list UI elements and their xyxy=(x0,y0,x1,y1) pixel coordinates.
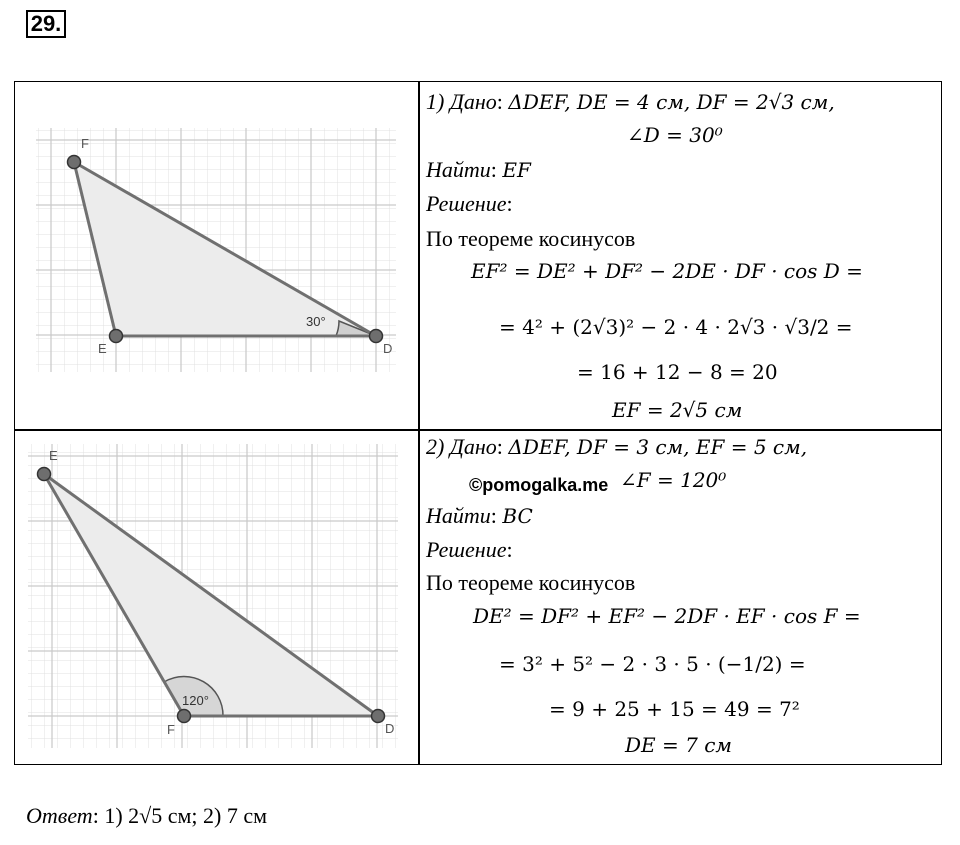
problem-number: 29. xyxy=(26,10,66,38)
part1-given-label: 1) Дано xyxy=(426,89,497,114)
part2-eq3: = 9 + 25 + 15 = 49 = 7² xyxy=(549,697,800,721)
part1-eq4: EF = 2√5 см xyxy=(612,398,743,422)
point-e xyxy=(110,330,123,343)
part1-theorem: По теореме косинусов xyxy=(426,226,636,251)
part2-given-line: 2) Дано: ΔDEF, DF = 3 см, EF = 5 см, xyxy=(426,434,808,459)
point-f xyxy=(68,156,81,169)
part2-theorem: По теореме косинусов xyxy=(426,570,636,595)
part1-eq3: = 16 + 12 − 8 = 20 xyxy=(577,360,778,384)
part2-eq1: DE² = DF² + EF² − 2DF · EF · cos F = xyxy=(473,604,861,628)
part2-find-label: Найти xyxy=(426,503,491,528)
part1-eq2: = 4² + (2√3)² − 2 · 4 · 2√3 · √3/2 = xyxy=(499,315,853,339)
table-horizontal-divider xyxy=(15,429,941,431)
angle-label: 30° xyxy=(306,314,326,329)
part1-eq1: EF² = DE² + DF² − 2DE · DF · cos D = xyxy=(471,259,863,283)
part2-solution-heading: Решение: xyxy=(426,537,513,562)
part2-eq4: DE = 7 см xyxy=(625,733,732,757)
point-e xyxy=(38,468,51,481)
part2-given-label: 2) Дано xyxy=(426,434,497,459)
answer-label: Ответ xyxy=(26,803,93,828)
angle-label: 120° xyxy=(182,693,209,708)
part2-find-line: Найти: BC xyxy=(426,503,533,528)
label-e: E xyxy=(49,448,58,463)
point-f xyxy=(178,710,191,723)
part1-given-line: 1) Дано: ΔDEF, DE = 4 см, DF = 2√3 см, xyxy=(426,89,835,114)
watermark: ©pomogalka.me xyxy=(469,475,609,495)
point-d xyxy=(372,710,385,723)
part1-find-line: Найти: EF xyxy=(426,157,531,182)
part2-find-value: BC xyxy=(502,504,533,528)
label-d: D xyxy=(383,341,393,356)
part2-given-rest: ΔDEF, DF = 3 см, EF = 5 см, xyxy=(508,435,808,459)
figure-1-triangle xyxy=(36,128,402,378)
answer-text: 1) 2√5 см; 2) 7 см xyxy=(104,803,268,828)
label-f: F xyxy=(81,136,89,151)
part2-eq2: = 3² + 5² − 2 · 3 · 5 · (−1/2) = xyxy=(499,652,806,676)
part1-solution-heading: Решение: xyxy=(426,191,513,216)
part2-given-angle: ∠F = 120⁰ xyxy=(620,468,727,492)
part1-solution-label: Решение xyxy=(426,191,507,216)
part1-find-label: Найти xyxy=(426,157,491,182)
part2-solution-label: Решение xyxy=(426,537,507,562)
part1-given-angle: ∠D = 30⁰ xyxy=(627,123,723,147)
part1-find-value: EF xyxy=(502,158,531,182)
label-f: F xyxy=(167,722,175,737)
label-d: D xyxy=(385,721,395,736)
figure-1-svg xyxy=(36,128,402,378)
label-e: E xyxy=(98,341,107,356)
part1-given-rest: ΔDEF, DE = 4 см, DF = 2√3 см, xyxy=(508,90,835,114)
answer-line: Ответ: 1) 2√5 см; 2) 7 см xyxy=(26,803,268,828)
point-d xyxy=(370,330,383,343)
figure-2-triangle xyxy=(28,444,404,754)
figure-2-svg xyxy=(28,444,404,754)
table-vertical-divider xyxy=(418,82,420,764)
